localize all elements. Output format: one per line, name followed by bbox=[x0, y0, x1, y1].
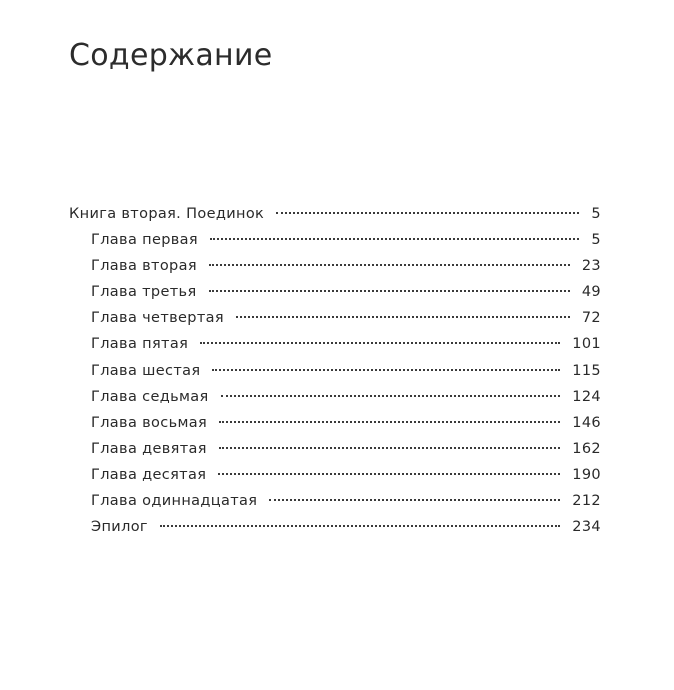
dot-leader bbox=[276, 212, 579, 214]
dot-leader bbox=[218, 473, 560, 475]
dot-leader bbox=[209, 290, 570, 292]
toc-entry-page: 49 bbox=[581, 284, 601, 301]
toc-entry-page: 162 bbox=[572, 440, 601, 457]
toc-entry-label: Глава третья bbox=[91, 284, 197, 301]
toc-entry-book[interactable] bbox=[69, 206, 601, 232]
toc-entry-page: 72 bbox=[581, 310, 601, 327]
toc-entry-label: Глава шестая bbox=[91, 362, 201, 379]
dot-leader bbox=[236, 316, 570, 318]
toc-entry-label: Глава седьмая bbox=[91, 388, 209, 405]
toc-entry-label: Эпилог bbox=[91, 519, 148, 536]
toc-entry-page: 124 bbox=[572, 388, 601, 405]
toc-entry-label: Глава четвертая bbox=[91, 310, 224, 327]
toc-entry-label: Глава первая bbox=[91, 232, 198, 249]
toc-entry-chapter-7[interactable] bbox=[69, 389, 601, 415]
toc-entry-chapter-9[interactable] bbox=[69, 441, 601, 467]
toc-entry-chapter-2[interactable] bbox=[69, 258, 601, 284]
table-of-contents bbox=[69, 206, 601, 545]
dot-leader bbox=[221, 395, 561, 397]
toc-entry-label: Книга вторая. Поединок bbox=[69, 206, 265, 222]
toc-entry-chapter-11[interactable] bbox=[69, 493, 601, 519]
toc-entry-page: 146 bbox=[572, 414, 601, 431]
toc-entry-page: 23 bbox=[581, 258, 601, 275]
dot-leader bbox=[210, 238, 579, 240]
toc-entry-page: 115 bbox=[572, 362, 601, 379]
toc-entry-label: Глава вторая bbox=[91, 258, 197, 275]
toc-entry-chapter-5[interactable] bbox=[69, 336, 601, 362]
toc-entry-label: Глава десятая bbox=[91, 466, 207, 483]
toc-entry-chapter-8[interactable] bbox=[69, 415, 601, 441]
toc-entry-label: Глава девятая bbox=[91, 440, 207, 457]
dot-leader bbox=[160, 525, 560, 527]
toc-entry-chapter-1[interactable] bbox=[69, 232, 601, 258]
toc-entry-chapter-10[interactable] bbox=[69, 467, 601, 493]
toc-entry-page: 101 bbox=[572, 336, 601, 353]
toc-entry-page: 5 bbox=[591, 206, 601, 222]
dot-leader bbox=[209, 264, 570, 266]
toc-entry-page: 190 bbox=[572, 466, 601, 483]
page-title: Содержание bbox=[69, 38, 273, 73]
dot-leader bbox=[212, 369, 560, 371]
dot-leader bbox=[219, 447, 560, 449]
dot-leader bbox=[219, 421, 560, 423]
toc-entry-page: 212 bbox=[572, 493, 601, 510]
toc-entry-chapter-3[interactable] bbox=[69, 284, 601, 310]
dot-leader bbox=[269, 499, 560, 501]
toc-entry-label: Глава восьмая bbox=[91, 414, 208, 431]
toc-entry-epilogue[interactable] bbox=[69, 519, 601, 545]
toc-entry-label: Глава одиннадцатая bbox=[91, 493, 258, 510]
toc-entry-chapter-6[interactable] bbox=[69, 363, 601, 389]
toc-entry-page: 5 bbox=[591, 232, 601, 249]
toc-entry-label: Глава пятая bbox=[91, 336, 189, 353]
toc-entry-page: 234 bbox=[572, 519, 601, 536]
dot-leader bbox=[200, 342, 560, 344]
toc-entry-chapter-4[interactable] bbox=[69, 310, 601, 336]
